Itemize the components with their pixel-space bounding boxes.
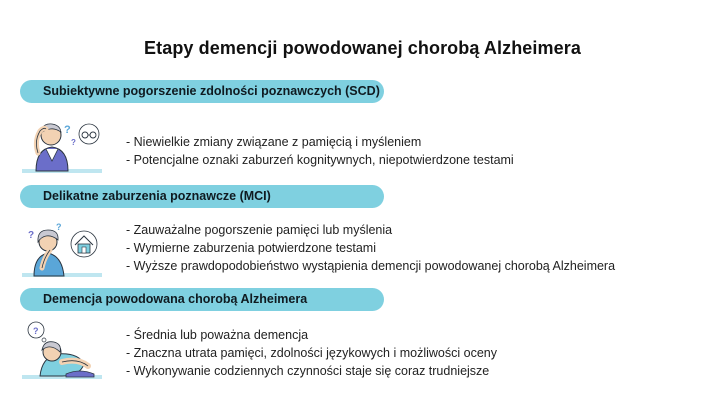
worried-elderly-man-illustration bbox=[22, 113, 102, 175]
stage-heading: Demencja powodowana chorobą Alzheimera bbox=[43, 292, 308, 306]
page-title: Etapy demencji powodowanej chorobą Alzheimera bbox=[144, 38, 581, 58]
stage-bullet: - Zauważalne pogorszenie pamięci lub myślenia bbox=[126, 223, 393, 237]
svg-text:?: ? bbox=[28, 230, 35, 241]
svg-text:?: ? bbox=[56, 222, 62, 232]
stage-heading-bar bbox=[20, 80, 384, 103]
stage-heading-bar bbox=[20, 288, 384, 311]
svg-text:?: ? bbox=[64, 124, 71, 136]
stage-bullet: - Wykonywanie codziennych czynności staje się coraz trudniejsze bbox=[126, 364, 490, 378]
stage-heading: Delikatne zaburzenia poznawcze (MCI) bbox=[43, 189, 271, 203]
svg-text:?: ? bbox=[33, 326, 39, 336]
distressed-elderly-person-illustration bbox=[22, 318, 102, 380]
stage-bullet: - Potencjalne oznaki zaburzeń kognitywnych, niepotwierdzone testami bbox=[126, 153, 514, 167]
stage-bullet: - Znaczna utrata pamięci, zdolności językowych i możliwości oceny bbox=[126, 346, 497, 360]
stage-heading: Subiektywne pogorszenie zdolności poznawczych (SCD) bbox=[43, 84, 380, 98]
stage-heading-bar bbox=[20, 185, 384, 208]
stage-bullet: - Niewielkie zmiany związane z pamięcią i myśleniem bbox=[126, 135, 422, 149]
confused-elderly-woman-illustration bbox=[22, 216, 102, 278]
stage-bullet: - Średnia lub poważna demencja bbox=[126, 328, 309, 342]
stage-bullet-list bbox=[126, 326, 497, 380]
stage-bullet: - Wymierne zaburzenia potwierdzone testami bbox=[126, 241, 376, 255]
stage-bullet: - Wyższe prawdopodobieństwo wystąpienia demencji powodowanej chorobą Alzheimera bbox=[126, 259, 616, 273]
stage-bullet-list bbox=[126, 133, 514, 169]
stage-bullet-list bbox=[126, 221, 615, 275]
svg-text:?: ? bbox=[71, 138, 76, 147]
